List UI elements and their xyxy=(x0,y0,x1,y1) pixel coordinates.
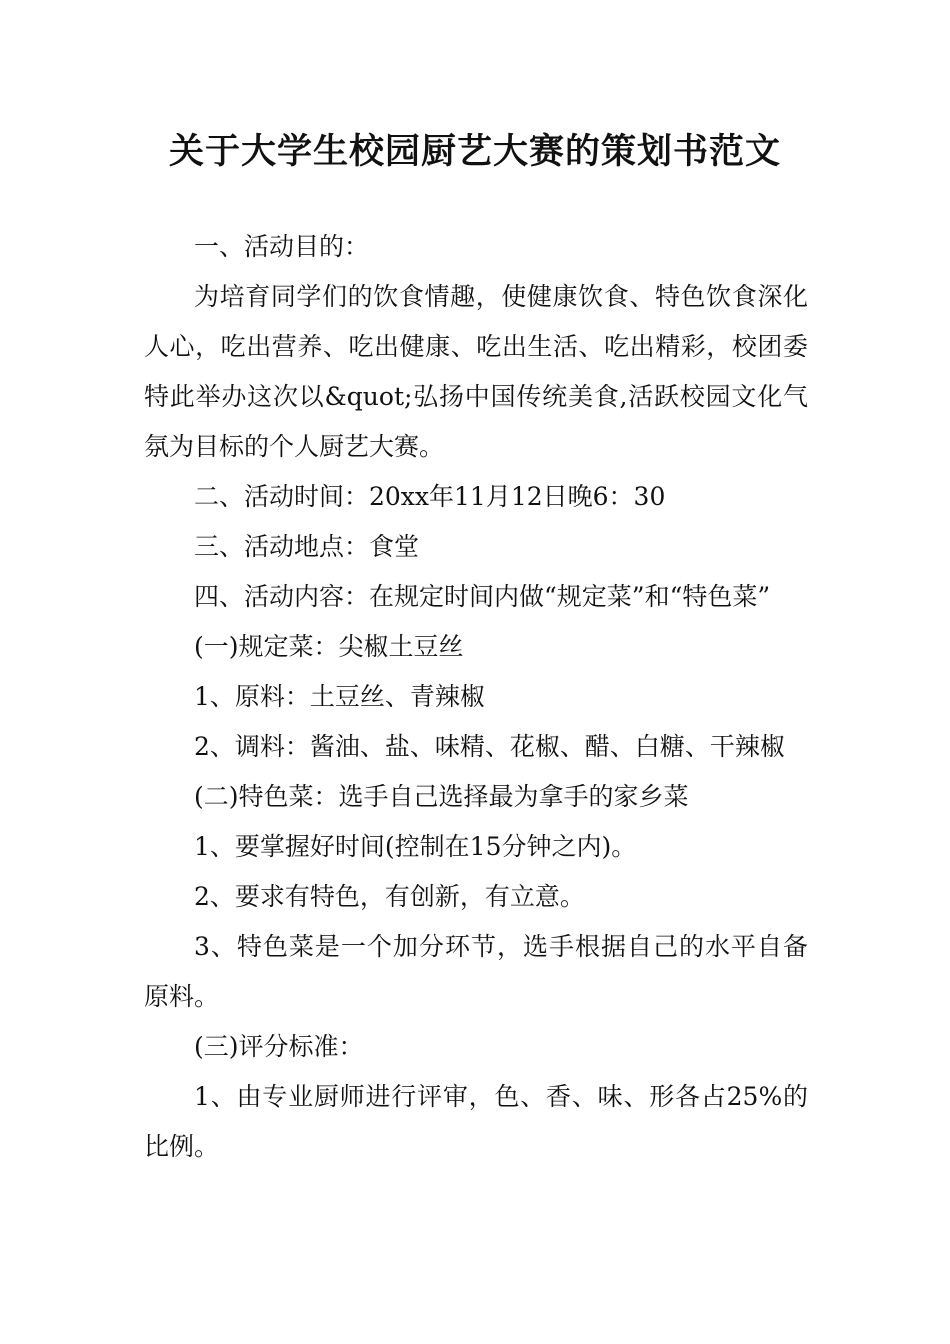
special-dish-heading: (二)特色菜：选手自己选择最为拿手的家乡菜 xyxy=(194,782,689,811)
required-dish-ingredients: 1、原料：土豆丝、青辣椒 xyxy=(194,682,485,711)
activity-content: 四、活动内容：在规定时间内做“规定菜”和“特色菜” xyxy=(194,582,771,611)
section-heading-purpose: 一、活动目的： xyxy=(194,232,370,261)
activity-time: 二、活动时间：20xx年11月12日晚6：30 xyxy=(194,482,666,511)
special-dish-bonus-rule: 3、特色菜是一个加分环节，选手根据自己的水平自备原料。 xyxy=(144,932,808,1011)
scoring-heading: (三)评分标准： xyxy=(194,1032,364,1061)
purpose-paragraph: 为培育同学们的饮食情趣，使健康饮食、特色饮食深化人心，吃出营养、吃出健康、吃出生活、吃出精彩，校团委特此举办这次以&quot;弘扬中国传统美食,活跃校园文化气氛为目标的个人厨艺大赛。 xyxy=(144,282,808,461)
document-body xyxy=(144,222,808,1172)
activity-location: 三、活动地点：食堂 xyxy=(194,532,420,561)
required-dish-seasonings: 2、调料：酱油、盐、味精、花椒、醋、白糖、干辣椒 xyxy=(194,732,785,761)
special-dish-time-rule: 1、要掌握好时间(控制在15分钟之内)。 xyxy=(194,832,637,861)
scoring-rule: 1、由专业厨师进行评审，色、香、味、形各占25%的比例。 xyxy=(144,1082,808,1161)
special-dish-feature-rule: 2、要求有特色，有创新，有立意。 xyxy=(194,882,585,911)
document-title: 关于大学生校园厨艺大赛的策划书范文 xyxy=(168,132,781,172)
required-dish-heading: (一)规定菜：尖椒土豆丝 xyxy=(194,632,464,661)
